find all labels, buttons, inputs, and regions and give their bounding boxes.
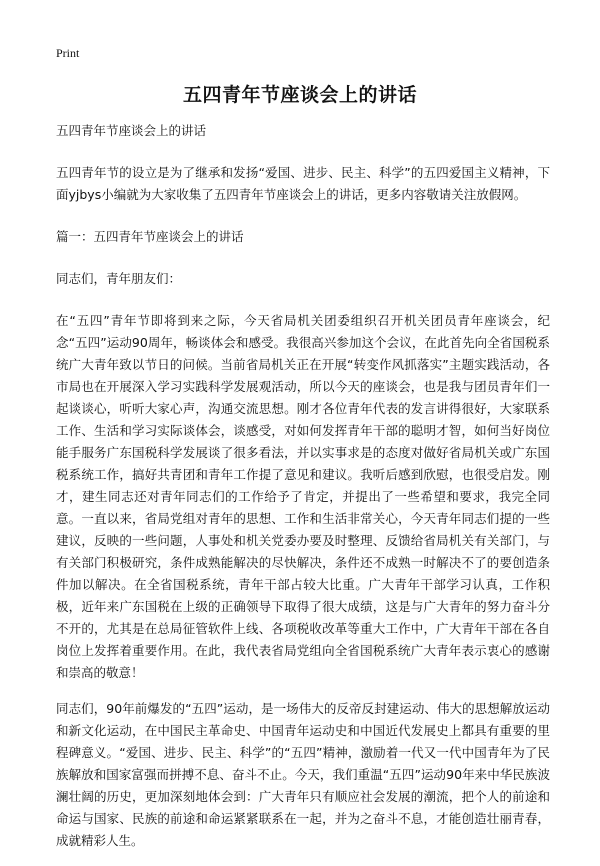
page-title: 五四青年节座谈会上的讲话: [182, 84, 417, 106]
intro-paragraph: 五四青年节的设立是为了继承和发扬“爱国、进步、民主、科学”的五四爱国主义精神，下面yjbys小编就为大家收集了五四青年节座谈会上的讲话，更多内容敬请关注放假网。: [56, 165, 550, 202]
body-paragraph-2: 同志们，90年前爆发的“五四”运动，是一场伟大的反帝反封建运动、伟大的思想解放运动和新文化运动，在中国民主革命史、中国青年运动史和中国近代发展史上都具有重要的里程碑意义。“爱国、进步、民主、科学”的“五四”精神，激励着一代又一代中国青年为了民族解放和国家富强而拼搏不息、奋斗不止。今天，我们重温“五四”运动90年来中华民族波澜壮阔的历史，更加深刻地体会到：广大青年只有顺应社会发展的潮流，把个人的前途和命运与国家、民族的前途和命运紧紧联系在一起，并为之奋斗不息，才能创造壮丽青春，成就精彩人生。: [56, 701, 550, 848]
body-paragraph-1: 在“五四”青年节即将到来之际，今天省局机关团委组织召开机关团员青年座谈会，纪念“五四”运动90周年，畅谈体会和感受。我很高兴参加这个会议，在此首先向全省国税系统广大青年致以节日的问候。当前省局机关正在开展“转变作风抓落实”主题实践活动，各市局也在开展深入学习实践科学发展观活动，所以今天的座谈会，也是我与团员青年们一起谈谈心，听听大家心声，沟通交流思想。刚才各位青年代表的发言讲得很好，大家联系工作、生活和学习实际谈体会，谈感受，对如何发挥青年干部的聪明才智，如何当好岗位能手服务广东国税科学发展谈了很多看法，并以实事求是的态度对做好省局机关或广东国税系统工作，搞好共青团和青年工作提了意见和建议。我听后感到欣慰，也很受启发。刚才，建生同志还对青年同志们的工作给予了肯定，并提出了一些希望和要求，我完全同意。一直以来，省局党组对青年的思想、工作和生活非常关心，今天青年同志们提的一些建议，反映的一些问题，人事处和机关党委办要及时整理、反馈给省局机关有关部门，与有关部门积极研究，条件成熟能解决的尽快解决，条件还不成熟一时解决不了的要创造条件加以解决。在全省国税系统，青年干部占较大比重。广大青年干部学习认真，工作积极，近年来广东国税在上级的正确领导下取得了很大成绩，这是与广大青年的努力奋斗分不开的，尤其是在总局征管软件上线、各项税收改革等重大工作中，广大青年干部在各自岗位上发挥着重要作用。在此，我代表省局党组向全省国税系统广大青年表示衷心的感谢和崇高的敬意！: [56, 313, 550, 680]
document-body: [56, 120, 550, 866]
greeting: 同志们，青年朋友们：: [56, 271, 182, 286]
section-heading: 篇一：五四青年节座谈会上的讲话: [56, 229, 244, 244]
print-link[interactable]: Print: [56, 46, 80, 60]
document-subtitle: 五四青年节座谈会上的讲话: [56, 123, 207, 138]
